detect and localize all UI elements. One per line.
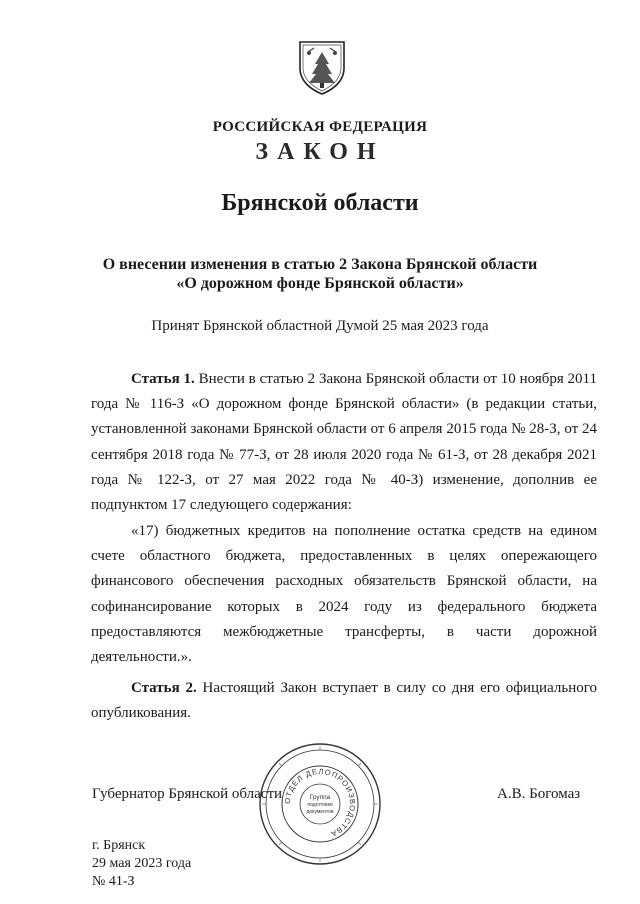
- signatory-name: А.В. Богомаз: [497, 786, 581, 802]
- article-1-text: Внести в статью 2 Закона Брянской области от 10 ноября 2011 года № 116-З «О дорожном фонде Брянской области» (в редакции статьи, установленной законами Брянской области от 6 апреля 2015 года № 28-З, от 24 сентября 2018 года № 77-З, от 28 июля 2020 года № 61-З, от 28 декабря 2021 года № 122-З, от 27 мая 2022 года № 40-З) изменение, дополнив ее подпунктом 17 следующего содержания:: [91, 371, 598, 514]
- signatory-position: Губернатор Брянской области: [92, 786, 283, 802]
- stamp-center-line-3: документов: [306, 809, 334, 815]
- article-2-text: Настоящий Закон вступает в силу со дня его официального опубликования.: [91, 680, 597, 722]
- stamp-center-line-2: подготовки: [307, 802, 333, 808]
- article-1-quote: [91, 519, 597, 670]
- footer-law-number: № 41-З: [92, 874, 135, 889]
- article-1: [91, 367, 597, 518]
- stamp-inner-ring-text: ОТДЕЛ ДЕЛОПРОИЗВОДСТВА: [282, 766, 358, 839]
- article-1-quote-text: «17) бюджетных кредитов на пополнение остатка средств на едином счете областного бюджета, предоставленных в целях опережающего финансового обеспечения расходных обязательств Брянской области, на софинансирование которых в 2024 году из федерального бюджета предоставляются межбюджетные трансферты, в части дорожной деятельности.».: [91, 523, 597, 666]
- footer-date: 29 мая 2023 года: [92, 856, 192, 871]
- adoption-note: Принят Брянской областной Думой 25 мая 2023 года: [151, 318, 489, 334]
- footer-city: г. Брянск: [92, 838, 146, 853]
- law-heading: ЗАКОН: [255, 139, 385, 165]
- federation-heading: РОССИЙСКАЯ ФЕДЕРАЦИЯ: [212, 119, 428, 135]
- office-stamp: [258, 742, 382, 866]
- law-title-line-2: «О дорожном фонде Брянской области»: [176, 275, 464, 292]
- article-2: [91, 676, 597, 726]
- article-2-label: Статья 2.: [131, 680, 197, 696]
- article-1-label: Статья 1.: [131, 371, 195, 387]
- stamp-center-line-1: Группа: [309, 794, 331, 801]
- law-title-line-1: О внесении изменения в статью 2 Закона Брянской области: [102, 256, 538, 273]
- region-heading: Брянской области: [221, 190, 419, 216]
- coat-of-arms-emblem: [294, 38, 350, 96]
